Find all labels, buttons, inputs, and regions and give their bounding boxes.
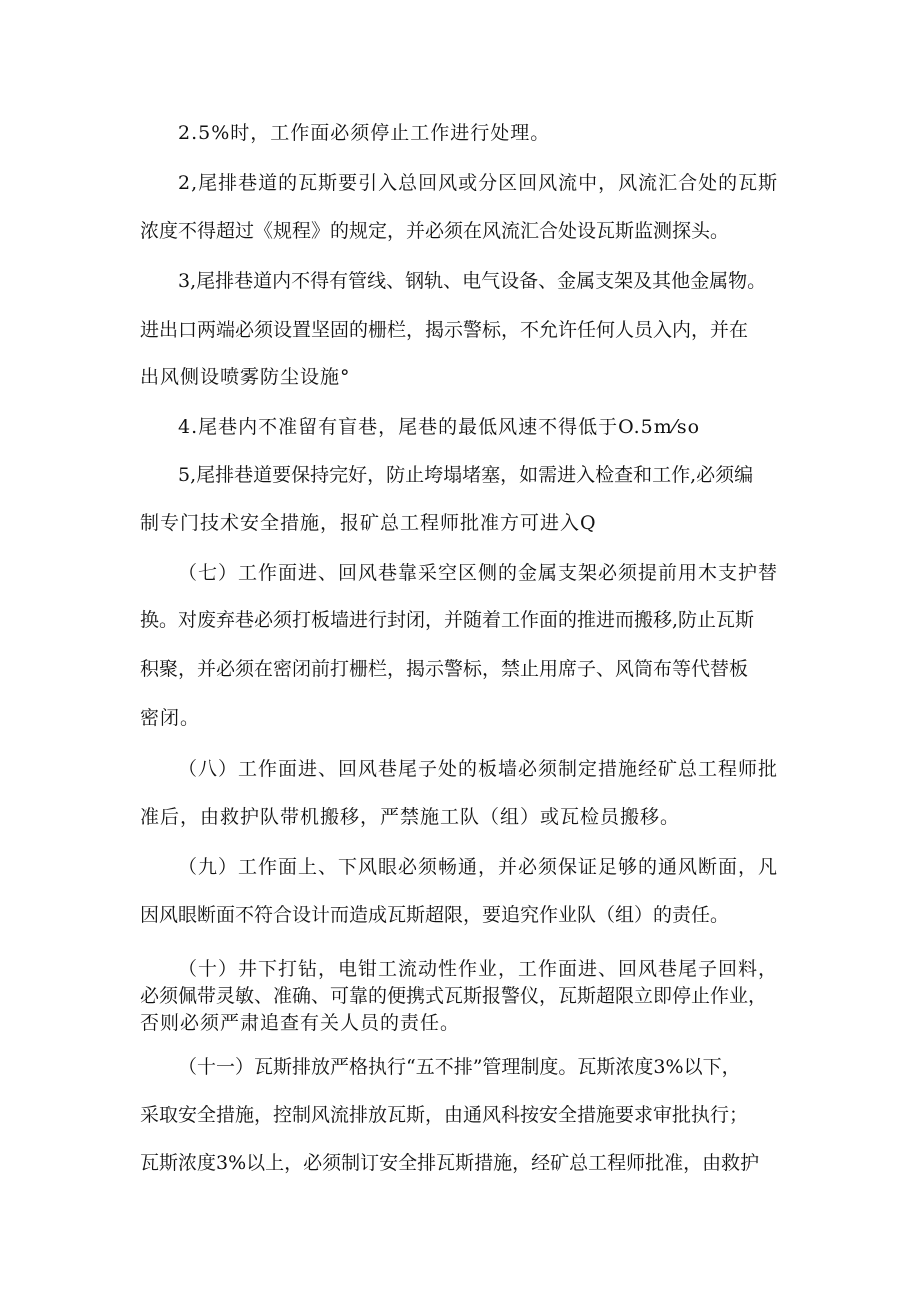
text-line: （十）井下打钻，电钳工流动性作业，工作面进、回风巷尾子回料， xyxy=(178,958,779,980)
text-line: 准后，由救护队带机搬移，严禁施工队（组）或瓦检员搬移。 xyxy=(140,806,681,828)
text-line: （九）工作面上、下风眼必须畅通，并必须保证足够的通风断面，凡 xyxy=(178,856,779,878)
text-line: 制专门技术安全措施，报矿总工程师批准方可进入Q xyxy=(140,512,597,534)
text-line: 必须佩带灵敏、准确、可靠的便携式瓦斯报警仪，瓦斯超限立即停止作业， xyxy=(140,985,768,1007)
text-line: 4.尾巷内不准留有盲巷，尾巷的最低风速不得低于O.5m⁄so xyxy=(178,416,701,438)
text-line: （十一）瓦斯排放严格执行“五不排”管理制度。瓦斯浓度3%以下， xyxy=(178,1056,741,1078)
text-line: 否则必须严肃追查有关人员的责任。 xyxy=(140,1012,461,1034)
text-line: 采取安全措施，控制风流排放瓦斯，由通风科按安全措施要求审批执行； xyxy=(140,1104,749,1126)
text-line: 浓度不得超过《规程》的规定，并必须在风流汇合处设瓦斯监测探头。 xyxy=(140,220,730,242)
text-line: 积聚，并必须在密闭前打栅栏，揭示警标，禁止用席子、风筒布等代替板 xyxy=(140,658,749,680)
text-line: 换。对废弃巷必须打板墙进行封闭，并随着工作面的推进而搬移,防止瓦斯 xyxy=(140,609,755,631)
text-line: 密闭。 xyxy=(140,707,201,729)
text-line: 2,尾排巷道的瓦斯要引入总回风或分区回风流中，风流汇合处的瓦斯 xyxy=(178,172,779,194)
text-line: 进出口两端必须设置坚固的栅栏，揭示警标，不允许任何人员入内，并在 xyxy=(140,319,749,341)
text-line: 瓦斯浓度3%以上，必须制订安全排瓦斯措施，经矿总工程师批准，由救护 xyxy=(140,1152,760,1174)
text-line: 因风眼断面不符合设计而造成瓦斯超限，要追究作业队（组）的责任。 xyxy=(140,904,730,926)
text-line: 2.5%时，工作面必须停止工作进行处理。 xyxy=(178,122,551,144)
text-line: 5,尾排巷道要保持完好，防止垮塌堵塞，如需进入检查和工作,必须编 xyxy=(178,464,754,486)
text-line: （七）工作面进、回风巷靠采空区侧的金属支架必须提前用木支护替 xyxy=(178,562,779,584)
text-line: 3,尾排巷道内不得有管线、钢轨、电气设备、金属支架及其他金属物。 xyxy=(178,270,767,292)
text-line: （八）工作面进、回风巷尾子处的板墙必须制定措施经矿总工程师批 xyxy=(178,758,779,780)
text-line: 出风侧设喷雾防尘设施° xyxy=(140,366,351,388)
